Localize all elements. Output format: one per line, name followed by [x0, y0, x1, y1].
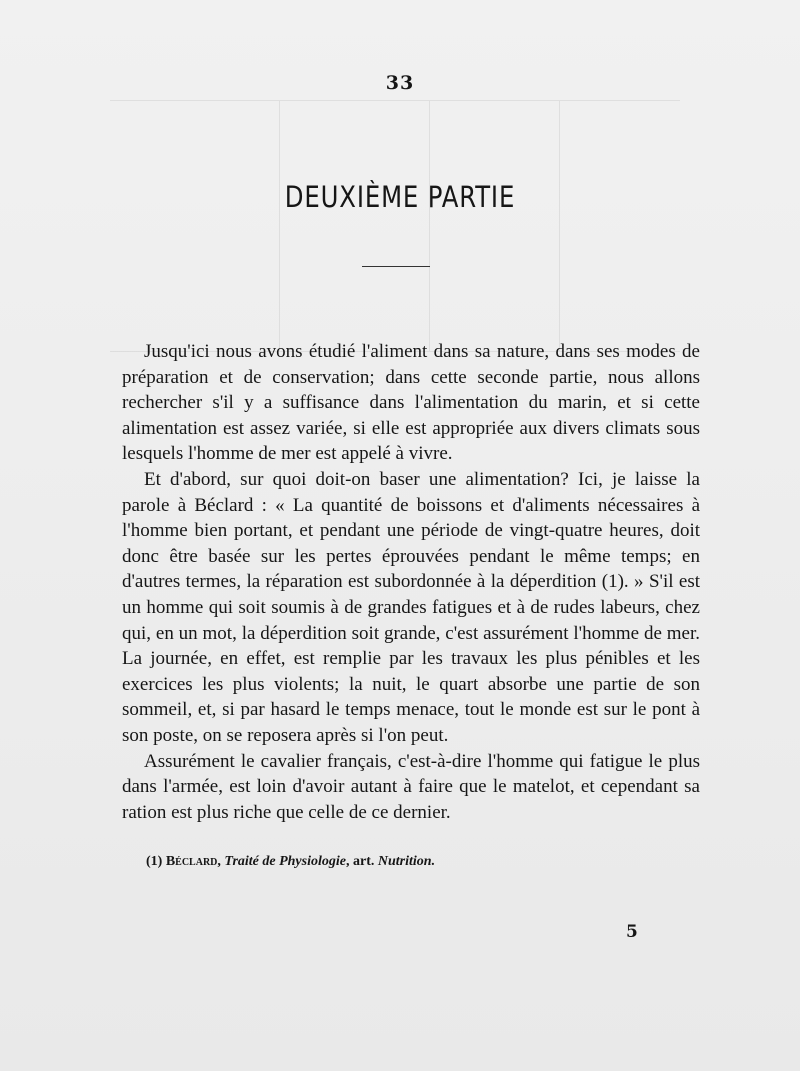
- section-title: DEUXIÈME PARTIE: [284, 180, 516, 214]
- signature-mark: 5: [626, 922, 638, 942]
- footnote-section: Nutrition.: [377, 854, 436, 869]
- paragraph: Jusqu'ici nous avons étudié l'aliment dans sa nature, dans ses modes de préparation et de conservation; dans cette seconde partie, nous allons rechercher s'il y a suffisance dans l'alimentation du marin, et si cette alimentation est assez variée, si elle est appropriée aux divers climats sous lesquels l'homme de mer est appelé à vivre.: [122, 341, 700, 465]
- footnote-marker: (1): [146, 854, 163, 869]
- page-number: 33: [385, 72, 415, 94]
- body-text: [122, 339, 700, 825]
- footnote: (1) Béclard, Traité de Physiologie, art. Nutrition.: [146, 854, 436, 869]
- footnote-title: Traité de Physiologie: [224, 854, 346, 869]
- footnote-author: Béclard: [165, 854, 218, 869]
- paragraph: Assurément le cavalier français, c'est-à-dire l'homme qui fatigue le plus dans l'armée, est loin d'avoir autant à faire que le matelot, et cependant sa ration est plus riche que celle de ce dernier.: [122, 750, 700, 823]
- title-rule: [362, 266, 430, 267]
- show-through-table: [110, 100, 680, 352]
- paragraph: Et d'abord, sur quoi doit-on baser une alimentation? Ici, je laisse la parole à Béclard : « La quantité de boissons et d'aliments nécessaires à l'homme bien portant, et pendant une période de vingt-quatre heures, doit donc être basée sur les pertes éprouvées pendant le même temps; en d'autres termes, la réparation est subordonnée à la déperdition (1). » S'il est un homme qui soit soumis à de grandes fatigues et à de rudes labeurs, chez qui, en un mot, la déperdition soit grande, c'est assurément l'homme de mer. La journée, en effet, est remplie par les travaux les plus pénibles et les exercices les plus violents; la nuit, le quart absorbe une partie de son sommeil, et, si par hasard le temps menace, tout le monde est sur le pont à son poste, on se reposera après si l'on peut.: [122, 468, 700, 746]
- footnote-ref: art.: [352, 854, 375, 869]
